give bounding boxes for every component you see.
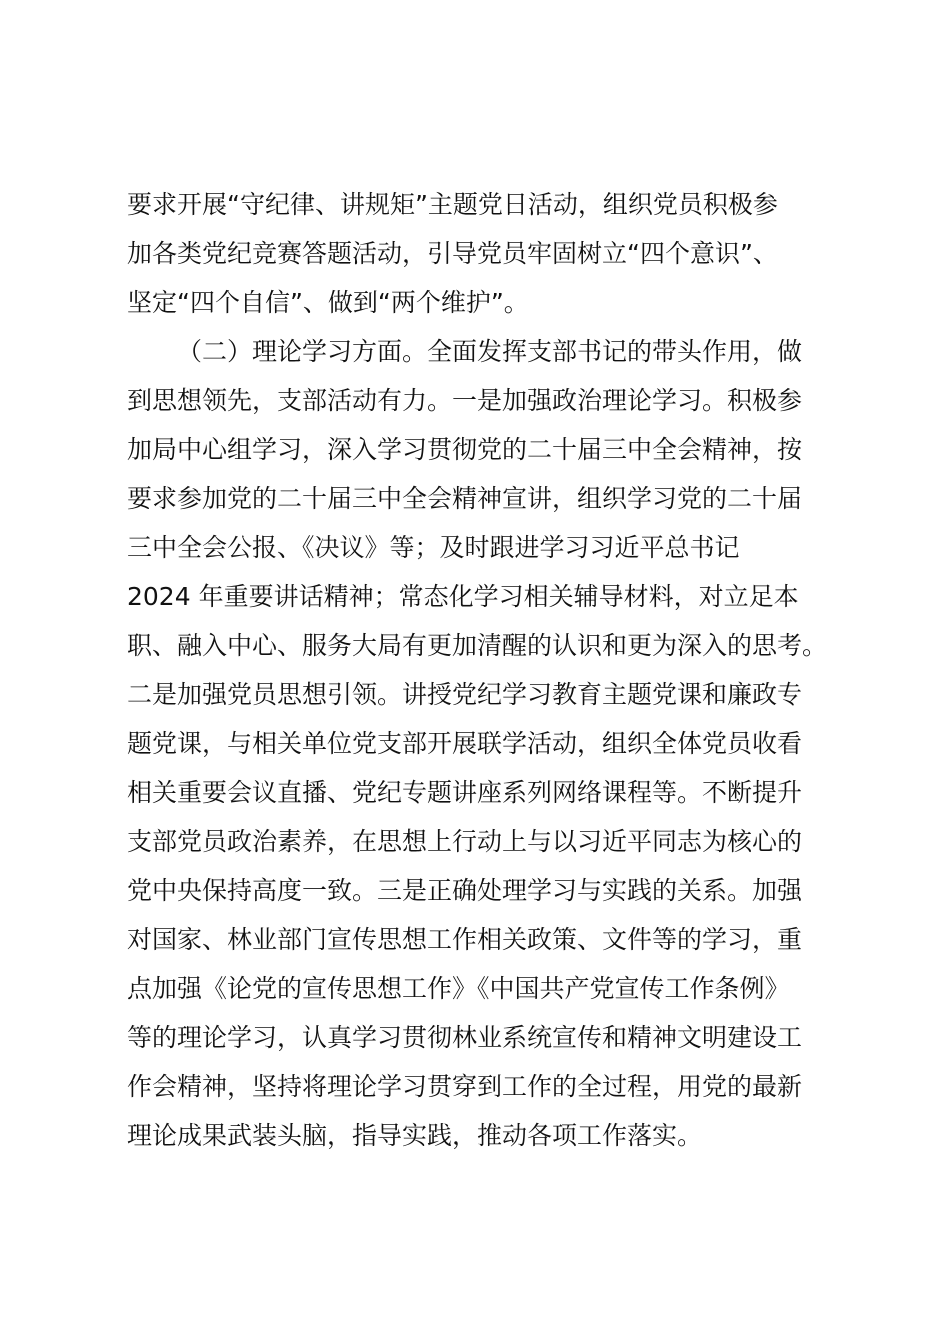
text-line: 职、融入中心、服务大局有更加清醒的认识和更为深入的思考。 [127,631,828,660]
text-line: 支部党员政治素养，在思想上行动上与以习近平同志为核心的 [127,827,803,856]
text-line: 要求参加党的二十届三中全会精神宣讲，组织学习党的二十届 [127,484,803,513]
text-line: 等的理论学习，认真学习贯彻林业系统宣传和精神文明建设工 [127,1023,803,1052]
text-line: 相关重要会议直播、党纪专题讲座系列网络课程等。不断提升 [127,778,803,807]
text-line: 三中全会公报、《决议》等；及时跟进学习习近平总书记 [127,533,740,562]
text-line: 理论成果武装头脑，指导实践，推动各项工作落实。 [127,1121,703,1150]
text-line: 到思想领先，支部活动有力。一是加强政治理论学习。积极参 [127,386,803,415]
text-line: 作会精神，坚持将理论学习贯穿到工作的全过程，用党的最新 [127,1072,803,1101]
text-line: 对国家、林业部门宣传思想工作相关政策、文件等的学习，重 [127,925,803,954]
text-line: 坚定“四个自信”、做到“两个维护”。 [127,288,529,317]
text-line: 题党课，与相关单位党支部开展联学活动，组织全体党员收看 [127,729,803,758]
text-line: 党中央保持高度一致。三是正确处理学习与实践的关系。加强 [127,876,803,905]
text-line: 二是加强党员思想引领。讲授党纪学习教育主题党课和廉政专 [127,680,803,709]
text-line: 加局中心组学习，深入学习贯彻党的二十届三中全会精神，按 [127,435,803,464]
section-heading-line: （二）理论学习方面。全面发挥支部书记的带头作用，做 [177,337,803,366]
body-text [127,180,847,1160]
text-line: 点加强《论党的宣传思想工作》《中国共产党宣传工作条例》 [127,974,790,1003]
text-line: 加各类党纪竞赛答题活动，引导党员牢固树立“四个意识”、 [127,239,778,268]
text-line: 要求开展“守纪律、讲规矩”主题党日活动，组织党员积极参 [127,190,778,219]
text-line: 2024 年重要讲话精神；常态化学习相关辅导材料，对立足本 [127,582,799,611]
